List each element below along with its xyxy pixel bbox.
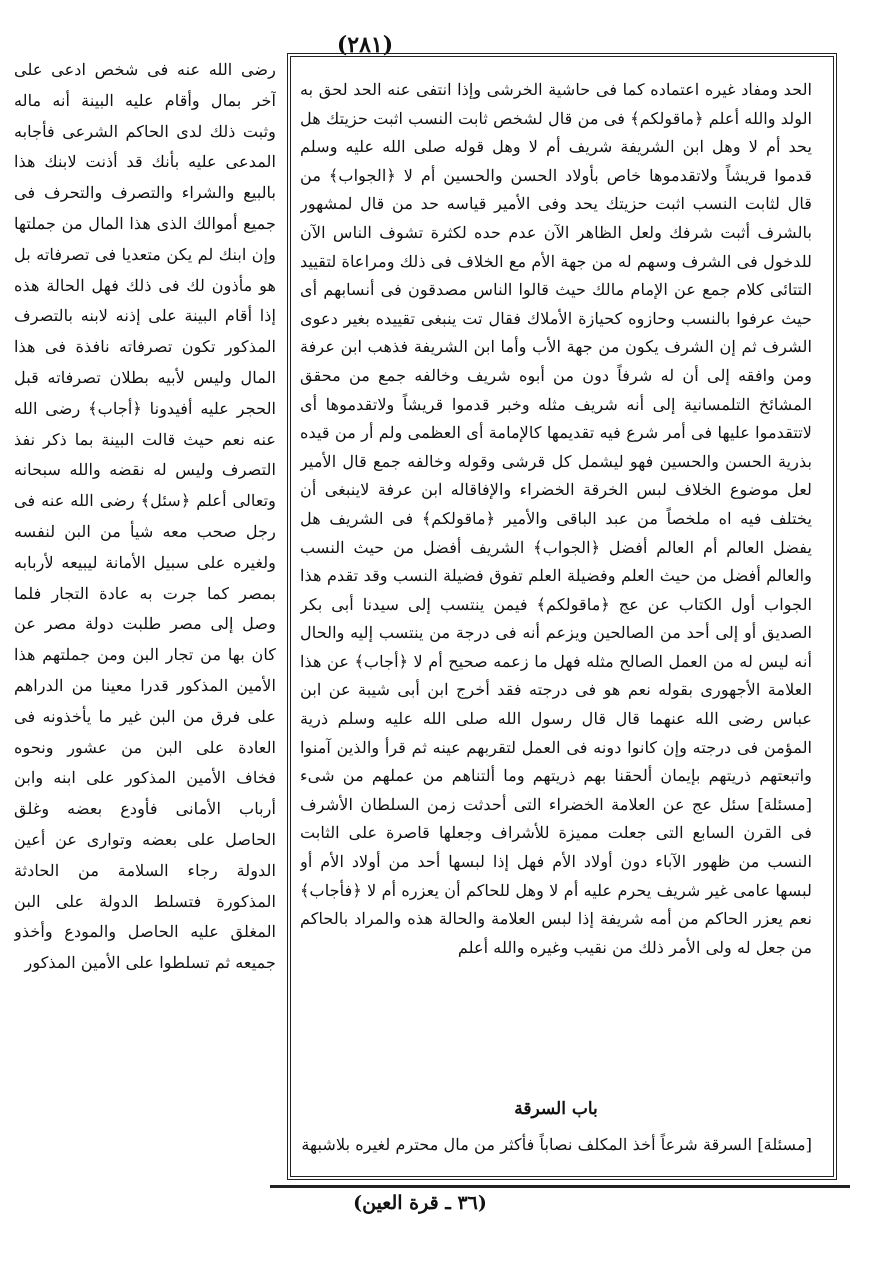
main-paragraph: الحد ومفاد غيره اعتماده كما فى حاشية الخرشى وإذا انتفى عنه الحد لحق به الولد والله أعلم ﴿ماقولكم﴾ فى من قال لشخص ثابت النسب اثبت حزيتك هل يحد أم لا وهل ابن الشريفة شريف أم لا وهل قوله صلى الله عليه وسلم قدموا قريشاً ولاتقدموها خاص بأولاد الحسن والحسين أم لا ﴿الجواب﴾ من قال لثابت النسب اثبت حزيتك يحد وفى الأمير قياسه حد من قال لمشهور بالشرف أثبت شرفك ولعل الظاهر الآن عدم حده لكثرة تشوف الناس الآن للدخول فى الشرف وسهم له من جهة الأم مع الخلاف فى ذلك ومراعاة لتقييد التتائى كلام جمع عن الإمام مالك حيث قالوا الناس مصدقون فى أنسابهم أى حيث عرفوا بالنسب وحازوه كحيازة الأملاك فقال تت ينبغى تقييده بغير دعوى الشرف ثم إن الشرف يكون من جهة الأب وأما ابن الشريفة فذهب ابن عرفة ومن وافقه إلى أن له شرفاً دون من أبوه شريف وخالفه جمع من محقق المشائخ التلمسانية إلى أنه شريف مثله وخبر قدموا قريشاً ولاتقدموها أى لاتتقدموا عليها فى أمر شرع فيه تقديمها كالإمامة أى العظمى ولم أر من قيده بذرية الحسن والحسين فهو ليشمل كل قرشى وقوله وخالفه جمع قال الأمير لعل موضوع الخلاف لبس الخرقة الخضراء والإفاقاله ابن عرفة لاينبغى أن يختلف فيه اه ملخصاً من عبد الباقى والأمير ﴿ماقولكم﴾ فى الشريف هل يفضل العالم أم العالم أفضل ﴿الجواب﴾ الشريف أفضل من حيث النسب والعالم أفضل من حيث العلم وفضيلة العلم تفوق فضيلة النسب وقد تقدم هذا الجواب أول الكتاب عن عج ﴿ماقولكم﴾ فيمن ينتسب إلى سيدنا أبى بكر الصديق أو إلى أحد من الصالحين ويزعم أنه فى درجة من ينتسب إليه والحال أنه ليس له من العمل الصالح مثله فهل ما زعمه صحيح أم لا ﴿أجاب﴾ عن هذا العلامة الأجهورى بقوله نعم هو فى درجته فقد أخرج ابن أبى شيبة عن ابن عباس رضى الله عنهما قال قال رسول الله صلى الله عليه وسلم ذرية المؤمن فى درجته وإن كانوا دونه فى العمل لتقربهم عينه ثم قرأ والذين آمنوا واتبعتهم ذريتهم بإيمان ألحقنا بهم ذريتهم وما ألتناهم من عملهم من شىء [مسئلة] سئل عج عن العلامة الخضراء التى أحدثت زمن السلطان الأشرف فى القرن السابع التى جعلت مميزة للأشراف وجعلها قاصرة على الثابت النسب من ظهور الآباء دون أولاد الأم فهل إذا لبسها أحد من أولاد الأم أو لبسها عامى غير شريف يحرم عليه أم لا وهل للحاكم أن يعزره أم لا ﴿فأجاب﴾ نعم يعزر الحاكم من أمه شريفة إذا لبس العلامة والحالة هذه والمراد بالحاكم من جعل له ولى الأمر ذلك من نقيب وغيره والله أعلم bbox=[300, 80, 812, 957]
margin-commentary bbox=[14, 55, 276, 1185]
page-number: (٢٨١) bbox=[336, 32, 394, 58]
main-text-block bbox=[300, 76, 812, 1104]
signature-footer: (٣٦ ـ قرة العين) bbox=[353, 1192, 487, 1214]
section-first-line: [مسئلة] السرقة شرعاً أخذ المكلف نصاباً فأكثر من مال محترم لغيره بلاشبهة bbox=[301, 1135, 812, 1154]
section-heading: باب السرقة bbox=[514, 1099, 598, 1119]
margin-paragraph: رضى الله عنه فى شخص ادعى على آخر بمال وأقام عليه البينة أنه ماله وثبت ذلك لدى الحاكم الشرعى فأجابه المدعى عليه بأنك قد أذنت لابنك هذا بالبيع والشراء والتصرف والتحرف فى جميع أموالك الذى هذا المال من جملتها وإن ابنك لم يكن متعديا فى تصرفاته بل هو مأذون لك فى ذلك فهل الحالة هذه إذا أقام البينة على إذنه لابنه بالتصرف المذكور تكون تصرفاته نافذة فى هذا المال وليس لأبيه بطلان تصرفاته قبل الحجر عليه أفيدونا ﴿أجاب﴾ رضى الله عنه نعم حيث قالت البينة بما ذكر نفذ التصرف وليس له نقضه والله سبحانه وتعالى أعلم ﴿سئل﴾ رضى الله عنه فى رجل صحب معه شيأ من البن لنفسه ولغيره على سبيل الأمانة ليبيعه لأربابه بمصر كما جرت به عادة التجار فلما وصل إلى مصر طلبت دولة مصر عن كان بها من تجار البن ومن جملتهم هذا الأمين المذكور قدرا معينا من الدراهم على فرق من البن غير ما يأخذونه فى العادة على البن من عشور ونحوه فخاف الأمين المذكور على ابنه وابن أرباب الأمانى فأودع بعضه وغلق الحاصل على بعضه وتوارى عن أعين الدولة رجاء السلامة من الحادثة المذكورة فتسلط الدولة على البن المغلق عليه الحاصل والمودع وأخذو جميعه ثم تسلطوا على الأمين المذكور bbox=[14, 60, 276, 973]
bottom-rule bbox=[270, 1185, 850, 1188]
